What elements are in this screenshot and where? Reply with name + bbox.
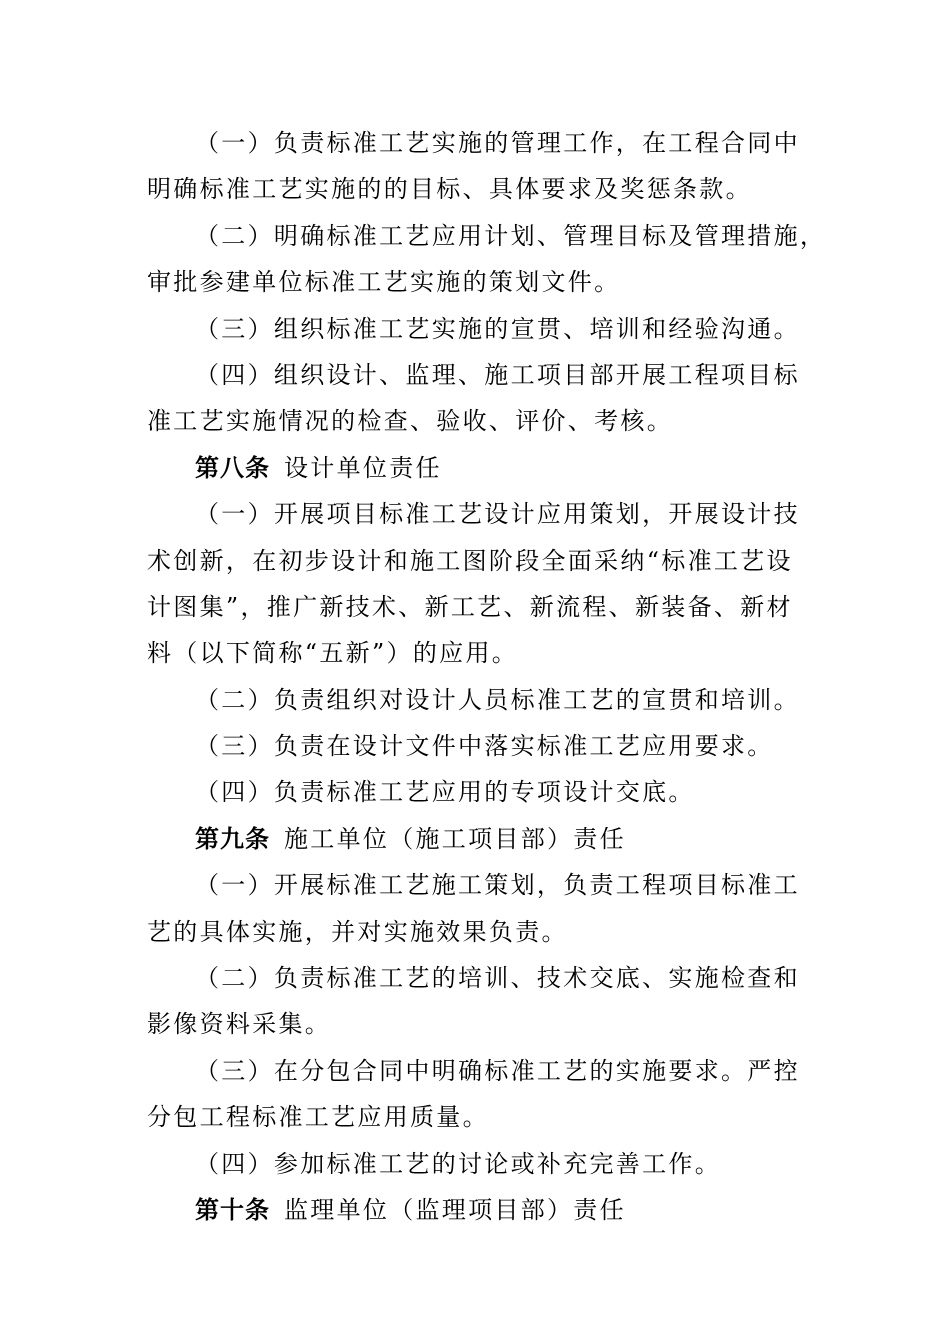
paragraph-line: 术创新，在初步设计和施工图阶段全面采纳“标准工艺设	[147, 546, 793, 575]
paragraph-line: 艺的具体实施，并对实施效果负责。	[147, 917, 568, 946]
paragraph-line: （一）开展项目标准工艺设计应用策划，开展设计技	[195, 500, 800, 529]
paragraph-line: （二）负责组织对设计人员标准工艺的宣贯和培训。	[195, 685, 800, 714]
article-heading	[147, 445, 807, 491]
paragraph-line: 分包工程标准工艺应用质量。	[147, 1103, 489, 1132]
paragraph-line: （一）负责标准工艺实施的管理工作，在工程合同中	[195, 129, 800, 157]
paragraph-line: （二）负责标准工艺的培训、技术交底、实施检查和	[195, 964, 800, 993]
article-number: 第八条	[195, 452, 270, 482]
paragraph-line: （三）负责在设计文件中落实标准工艺应用要求。	[195, 732, 774, 761]
paragraph-line: （三）在分包合同中明确标准工艺的实施要求。严控	[195, 1056, 800, 1085]
paragraph-line: 明确标准工艺实施的的目标、具体要求及奖惩条款。	[147, 175, 752, 204]
paragraph-line: 影像资料采集。	[147, 1010, 332, 1039]
paragraph-line: 计图集”，推广新技术、新工艺、新流程、新装备、新材	[147, 592, 793, 621]
paragraph-line: （四）参加标准工艺的讨论或补充完善工作。	[195, 1149, 721, 1178]
article-title: 监理单位（监理项目部）责任	[284, 1195, 626, 1224]
paragraph-line: 料（以下简称“五新”）的应用。	[147, 639, 519, 668]
paragraph-line: （一）开展标准工艺施工策划，负责工程项目标准工	[195, 871, 800, 900]
article-number: 第十条	[195, 1194, 270, 1224]
article-heading	[147, 1187, 807, 1233]
paragraph-line: （四）组织设计、监理、施工项目部开展工程项目标	[195, 360, 800, 389]
article-title: 施工单位（施工项目部）责任	[284, 824, 626, 853]
paragraph-line: （二）明确标准工艺应用计划、管理目标及管理措施，	[195, 221, 827, 250]
article-title: 设计单位责任	[284, 453, 442, 482]
article-number: 第九条	[195, 823, 270, 853]
article-heading	[147, 816, 807, 862]
paragraph-line: 准工艺实施情况的检查、验收、评价、考核。	[147, 407, 673, 436]
paragraph-line: （四）负责标准工艺应用的专项设计交底。	[195, 778, 695, 807]
paragraph-line: （三）组织标准工艺实施的宣贯、培训和经验沟通。	[195, 314, 800, 343]
document-body	[147, 120, 827, 1233]
paragraph-line: 审批参建单位标准工艺实施的策划文件。	[147, 268, 621, 297]
